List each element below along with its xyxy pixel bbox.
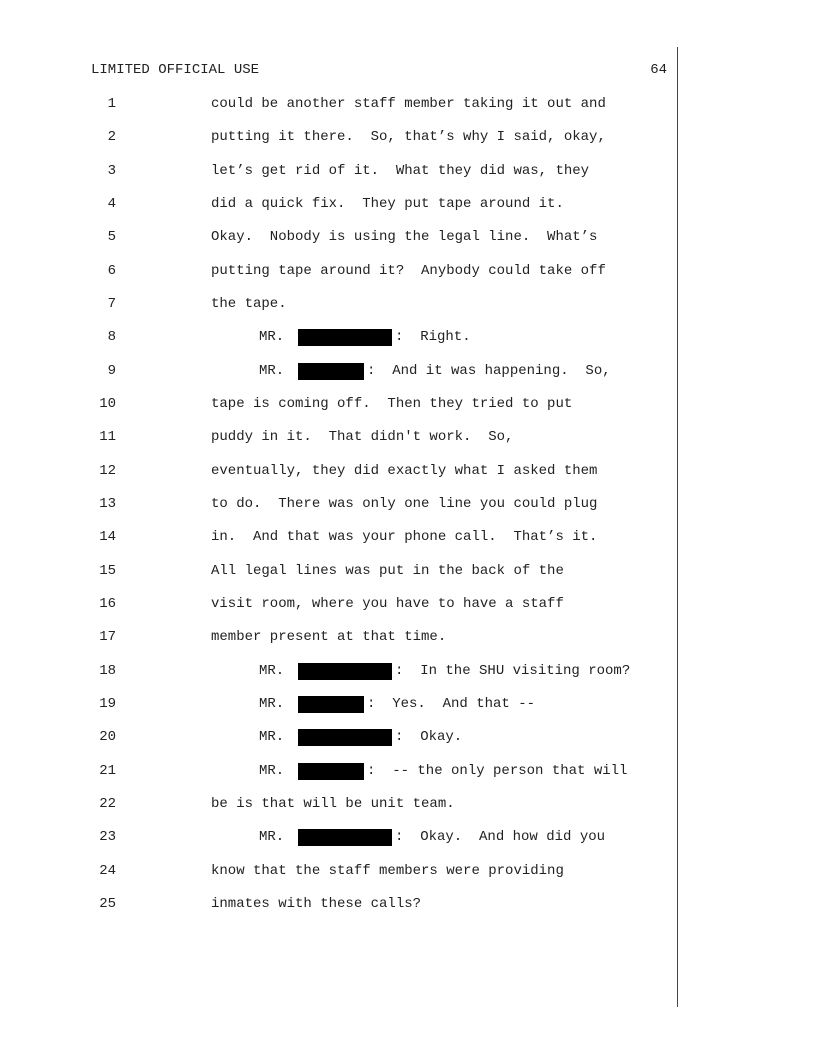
redaction-box (298, 763, 364, 780)
transcript-line (0, 527, 816, 547)
line-text: puddy in it. That didn't work. So, (211, 429, 514, 445)
line-number: 6 (107, 263, 116, 279)
redaction-box (298, 663, 392, 680)
redaction-box (298, 329, 392, 346)
line-number: 13 (99, 496, 116, 512)
speaker-text: : -- the only person that will (367, 763, 628, 779)
transcript-line (0, 661, 816, 681)
line-text: Okay. Nobody is using the legal line. What’s (211, 229, 598, 245)
line-number: 20 (99, 729, 116, 745)
transcript-line (0, 427, 816, 447)
transcript-line (0, 861, 816, 881)
transcript-line (0, 694, 816, 714)
classification-header: LIMITED OFFICIAL USE (91, 62, 260, 78)
line-number: 21 (99, 763, 116, 779)
speaker-label: MR. (259, 363, 285, 379)
speaker-label: MR. (259, 329, 285, 345)
transcript-line (0, 294, 816, 314)
line-text: let’s get rid of it. What they did was, they (211, 163, 590, 179)
speaker-text: : Yes. And that -- (367, 696, 536, 712)
line-number: 11 (99, 429, 116, 445)
line-number: 7 (107, 296, 116, 312)
line-number: 4 (107, 196, 116, 212)
line-number: 9 (107, 363, 116, 379)
transcript-line (0, 394, 816, 414)
line-text: putting tape around it? Anybody could take off (211, 263, 606, 279)
transcript-line (0, 561, 816, 581)
line-number: 19 (99, 696, 116, 712)
transcript-line (0, 594, 816, 614)
redaction-box (298, 829, 392, 846)
line-text: know that the staff members were providing (211, 863, 564, 879)
speaker-label: MR. (259, 829, 285, 845)
transcript-line (0, 94, 816, 114)
line-text: did a quick fix. They put tape around it. (211, 196, 564, 212)
speaker-text: : In the SHU visiting room? (395, 663, 631, 679)
speaker-text: : Okay. And how did you (395, 829, 606, 845)
speaker-text: : Okay. (395, 729, 463, 745)
line-text: to do. There was only one line you could plug (211, 496, 598, 512)
speaker-label: MR. (259, 663, 285, 679)
transcript-line (0, 161, 816, 181)
line-number: 1 (107, 96, 116, 112)
transcript-line (0, 761, 816, 781)
transcript-line (0, 127, 816, 147)
transcript-line (0, 194, 816, 214)
redaction-box (298, 729, 392, 746)
line-number: 2 (107, 129, 116, 145)
line-text: All legal lines was put in the back of the (211, 563, 564, 579)
transcript-line (0, 261, 816, 281)
redaction-box (298, 363, 364, 380)
line-number: 3 (107, 163, 116, 179)
line-number: 8 (107, 329, 116, 345)
speaker-label: MR. (259, 763, 285, 779)
line-text: the tape. (211, 296, 287, 312)
line-number: 17 (99, 629, 116, 645)
line-number: 12 (99, 463, 116, 479)
line-text: eventually, they did exactly what I asked them (211, 463, 598, 479)
transcript-line (0, 461, 816, 481)
line-number: 18 (99, 663, 116, 679)
transcript-line (0, 361, 816, 381)
transcript-line (0, 827, 816, 847)
transcript-line (0, 794, 816, 814)
transcript-line (0, 494, 816, 514)
page-number: 64 (650, 62, 667, 78)
line-text: member present at that time. (211, 629, 447, 645)
line-text: could be another staff member taking it out and (211, 96, 606, 112)
line-number: 14 (99, 529, 116, 545)
speaker-text: : Right. (395, 329, 471, 345)
line-number: 22 (99, 796, 116, 812)
transcript-line (0, 227, 816, 247)
transcript-line (0, 894, 816, 914)
line-text: in. And that was your phone call. That’s it. (211, 529, 598, 545)
line-number: 10 (99, 396, 116, 412)
transcript-line (0, 327, 816, 347)
redaction-box (298, 696, 364, 713)
speaker-label: MR. (259, 729, 285, 745)
line-text: be is that will be unit team. (211, 796, 455, 812)
line-number: 23 (99, 829, 116, 845)
speaker-text: : And it was happening. So, (367, 363, 611, 379)
line-text: inmates with these calls? (211, 896, 422, 912)
speaker-label: MR. (259, 696, 285, 712)
line-text: visit room, where you have to have a staff (211, 596, 564, 612)
line-text: tape is coming off. Then they tried to put (211, 396, 573, 412)
transcript-line (0, 627, 816, 647)
line-number: 24 (99, 863, 116, 879)
line-number: 5 (107, 229, 116, 245)
line-number: 25 (99, 896, 116, 912)
line-number: 16 (99, 596, 116, 612)
line-number: 15 (99, 563, 116, 579)
line-text: putting it there. So, that’s why I said, okay, (211, 129, 606, 145)
transcript-line (0, 727, 816, 747)
